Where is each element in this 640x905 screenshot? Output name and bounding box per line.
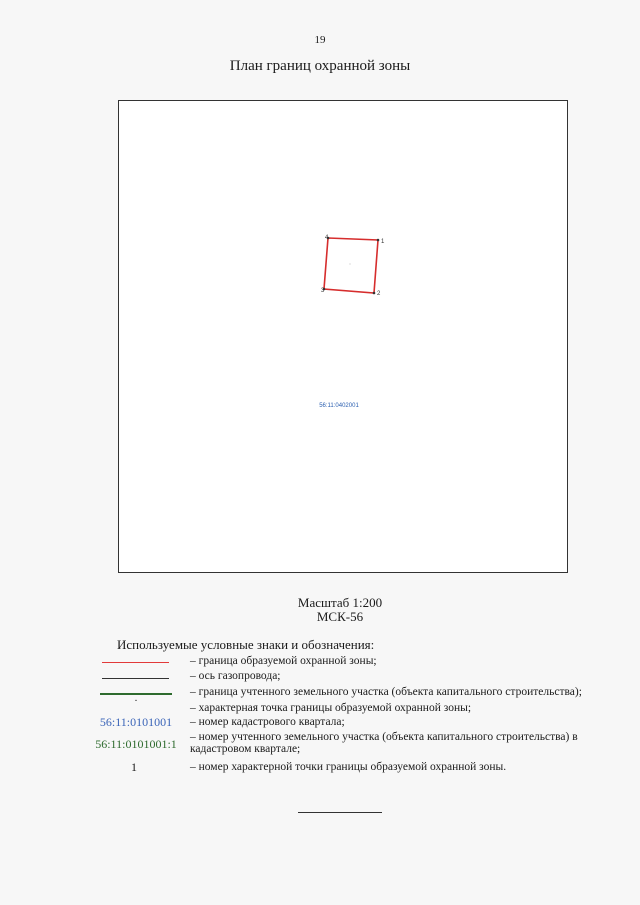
legend-item-point-number: [0, 758, 640, 774]
boundary-point-1-label: 1: [381, 239, 385, 245]
scale-text: Масштаб 1:200: [297, 595, 383, 610]
legend-item-boundary-point: [0, 693, 640, 715]
page-number: 19: [314, 34, 326, 46]
cadastral-quarter-label: 56:11:0402001: [319, 403, 359, 409]
coordinate-system-text: МСК-56: [316, 609, 364, 624]
legend-symbol-parcel-number: 56:11:0101001:1: [95, 737, 177, 751]
legend-symbol-quarter-number: 56:11:0101001: [99, 715, 173, 729]
signature-line: [298, 812, 382, 813]
boundary-point-4-label: 4: [325, 235, 329, 241]
legend-symbol-red-line: [90, 653, 182, 669]
page-title: План границ охранной зоны: [229, 58, 411, 74]
legend-desc: – номер кадастрового квартала;: [190, 716, 345, 728]
legend-item-protection-zone: [0, 653, 640, 669]
boundary-point-2-label: 2: [377, 291, 381, 297]
legend-desc: – номер характерной точки границы образуемой охранной зоны.: [190, 761, 507, 773]
legend-desc: – характерная точка границы образуемой охранной зоны;: [190, 702, 472, 714]
map-frame: [118, 100, 568, 573]
legend-item-quarter-number: [0, 714, 640, 730]
legend-symbol-point-number: 1: [131, 760, 137, 774]
legend-desc: – граница учтенного земельного участка (объекта капитального строительства);: [190, 686, 582, 698]
legend-item-gas-pipeline: [0, 668, 640, 684]
legend-item-parcel-number: [0, 731, 640, 761]
boundary-point-2-marker: [373, 292, 376, 295]
boundary-point-3-label: 3: [321, 288, 325, 294]
legend-title: Используемые условные знаки и обозначения:: [117, 637, 375, 652]
legend-desc: – граница образуемой охранной зоны;: [190, 655, 377, 667]
legend-symbol-black-line: [90, 668, 182, 684]
legend-desc: – номер учтенного земельного участка (объекта капитального строительства) в кадастровом квартале;: [190, 731, 578, 755]
scale-block: [0, 596, 640, 624]
protection-zone-boundary: [324, 238, 378, 293]
legend-desc: – ось газопровода;: [190, 670, 281, 682]
boundary-point-1-marker: [377, 239, 380, 242]
boundary-plan-map: [119, 101, 567, 572]
legend-symbol-dot: .: [134, 693, 138, 704]
